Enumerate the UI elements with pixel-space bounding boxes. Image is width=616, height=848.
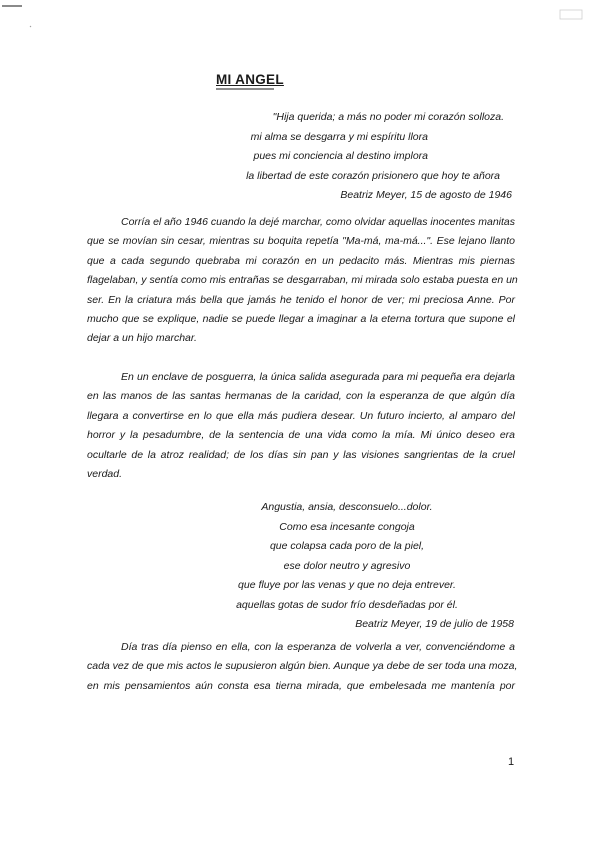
page-title: MI ANGEL: [216, 72, 284, 87]
scan-dot: [30, 26, 31, 27]
paragraph-line: verdad.: [87, 468, 123, 481]
poem-line: Angustia, ansia, desconsuelo...dolor.: [261, 501, 433, 513]
paragraph-line: horror y la pesadumbre, de la sentencia de una vida como la mía. Mi único deseo era: [87, 429, 515, 442]
paragraph-line: Corría el año 1946 cuando la dejé marchar, como olvidar aquellas inocentes manitas: [121, 216, 515, 228]
paragraph-line: que se movían sin cesar, mientras su boquita repetía "Ma-má, ma-má...". Ese lejano llanto: [87, 235, 515, 248]
poem-line: aquellas gotas de sudor frío desdeñadas por él.: [236, 598, 458, 611]
paragraph-line: en las manos de las santas hermanas de la caridad, con la esperanza de que algún día: [87, 390, 515, 403]
second-poem: [180, 498, 514, 635]
faint-stamp: [560, 10, 582, 19]
paragraph-line: cada vez de que mis actos le supusieron algún bien. Aunque ya debe de ser toda una moza,: [87, 660, 518, 673]
paragraph-line: ocultarle de la atroz realidad; de los días sin pan y las visiones sangrientas de la cruel: [87, 448, 515, 461]
opening-poem: [152, 108, 512, 206]
poem-line: la libertad de este corazón prisionero que hoy te añora: [246, 169, 500, 182]
paragraph-2: [87, 368, 515, 484]
paragraph-line: flagelaban, y sentía como mis entrañas se desgarraban, mi mirada solo estaba puesta en un: [87, 274, 518, 287]
paragraph-line: que a cada segundo quebraba mi corazón en un pedacito más. Mientras mis piernas: [87, 254, 515, 267]
poem-signature: Beatriz Meyer, 15 de agosto de 1946: [340, 189, 512, 201]
paragraph-line: en mis pensamientos aún consta esa tierna mirada, que embelesada me mantenía por: [87, 679, 515, 692]
paragraph-1: [87, 213, 518, 349]
poem-line: "Hija querida; a más no poder mi corazón solloza.: [272, 111, 504, 123]
paragraph-line: En un enclave de posguerra, la única salida asegurada para mi pequeña era dejarla: [121, 371, 515, 383]
paragraph-line: mucho que se explique, nadie se puede llegar a imaginar a la eterna tortura que supone el: [87, 313, 515, 326]
poem-line: que fluye por las venas y que no deja entrever.: [238, 579, 456, 591]
poem-line: ese dolor neutro y agresivo: [283, 559, 411, 572]
paragraph-3: [87, 638, 518, 696]
paragraph-line: Día tras día pienso en ella, con la esperanza de volverla a ver, convenciéndome a: [121, 641, 515, 653]
paragraph-line: dejar a un hijo marchar.: [87, 332, 197, 345]
paragraph-line: ser. En la criatura más bella que jamás he tenido el honor de ver; mi preciosa Anne. Por: [87, 293, 515, 306]
poem-line: que colapsa cada poro de la piel,: [269, 540, 425, 552]
poem-line: mi alma se desgarra y mi espíritu llora: [250, 130, 428, 143]
page-number: 1: [508, 756, 515, 768]
poem-line: Como esa incesante congoja: [279, 520, 415, 533]
poem-signature: Beatriz Meyer, 19 de julio de 1958: [355, 618, 514, 630]
poem-line: pues mi conciencia al destino implora: [253, 150, 428, 162]
paragraph-line: llegara a convertirse en lo que ella más pudiera desear. Un futuro incierto, al amparo del: [87, 409, 515, 422]
